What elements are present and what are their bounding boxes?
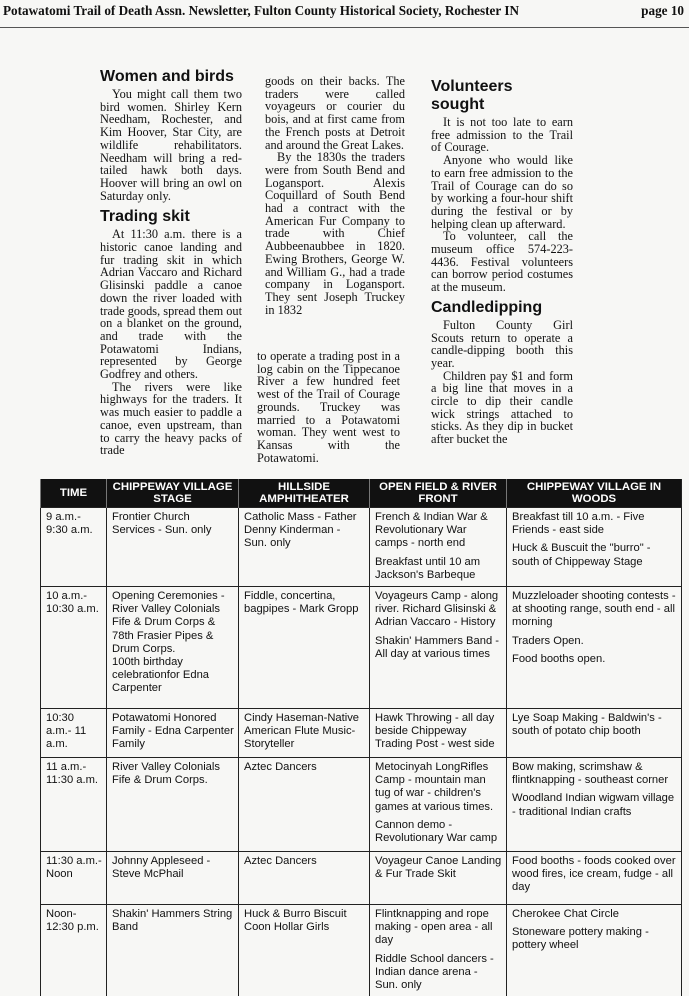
event-entry: Bow making, scrimshaw & flintknapping - southeast corner xyxy=(512,761,669,787)
paragraph: At 11:30 a.m. there is a historic canoe landing and fur trading skit in which Adrian Vaccaro and Richard Glisinski paddle a canoe down the river loaded with trade goods, spread them out on a blanket on the ground, and trade with the Potawatomi Indians, represented by George Godfrey and others. xyxy=(100,227,242,382)
paragraph: Fulton County Girl Scouts return to operate a candle-dipping booth this year. xyxy=(431,317,573,370)
event-entry: Cherokee Chat Circle xyxy=(512,908,619,921)
event-entry: Aztec Dancers xyxy=(244,855,317,868)
event-entry: 100th birthday celebrationfor Edna Carpenter xyxy=(112,656,210,695)
header-chippeway-village-in-woods: CHIPPEWAY VILLAGE IN WOODS xyxy=(507,479,682,508)
event-entry: Breakfast until 10 am Jackson's Barbeque xyxy=(375,555,481,581)
woods-cell xyxy=(507,852,682,905)
event-entry: Voyageurs Camp - along river. Richard Glisinski & Adrian Vaccaro - History xyxy=(375,590,499,629)
table-row xyxy=(41,758,682,852)
stage-cell xyxy=(107,758,239,852)
field-cell xyxy=(370,508,507,587)
event-entry: Muzzleloader shooting contests - at shooting range, south end - all morning xyxy=(512,590,676,629)
event-entry: Huck & Burro Biscuit Coon Hollar Girls xyxy=(244,908,347,934)
event-entry: Hawk Throwing - all day beside Chippeway Trading Post - west side xyxy=(375,712,495,751)
schedule-header-row xyxy=(41,479,682,508)
stage-cell xyxy=(107,852,239,905)
table-row xyxy=(41,905,682,996)
table-row xyxy=(41,587,682,709)
newsletter-title: Potawatomi Trail of Death Assn. Newsletter, Fulton County Historical Society, Rochester IN xyxy=(3,3,519,18)
newsletter-header xyxy=(3,3,686,23)
event-entry: Flintknapping and rope making - open area - all day xyxy=(375,908,493,947)
field-cell xyxy=(370,758,507,852)
woods-cell xyxy=(507,709,682,758)
field-cell xyxy=(370,587,507,709)
paragraph: to operate a trading post in a log cabin on the Tippecanoe River a few hundred feet west of the Trail of Courage grounds. Truckey was married to a Potawatomi woman. They went west to Kansas with the Potawatomi. xyxy=(257,349,400,465)
field-cell xyxy=(370,852,507,905)
event-entry: Cindy Haseman-Native American Flute Music-Storyteller xyxy=(244,712,360,751)
woods-cell xyxy=(507,508,682,587)
woods-cell xyxy=(507,587,682,709)
event-entry: Breakfast till 10 a.m. - Five Friends - east side xyxy=(512,511,645,537)
header-time: TIME xyxy=(41,479,107,508)
paragraph: To volunteer, call the museum office 574-223-4436. Festival volunteers can borrow period costumes at the museum. xyxy=(431,229,573,295)
time-cell: 11:30 a.m.- Noon xyxy=(41,852,107,905)
woods-cell xyxy=(507,905,682,996)
event-entry: Traders Open. xyxy=(512,634,584,647)
heading-volunteers-sought: Volunteers sought xyxy=(431,78,513,113)
schedule-table xyxy=(40,479,682,996)
amphitheater-cell xyxy=(239,758,370,852)
event-entry: Huck & Buscuit the "burro" - south of Chippeway Stage xyxy=(512,542,651,568)
time-cell: 10:30 a.m.- 11 a.m. xyxy=(41,709,107,758)
amphitheater-cell xyxy=(239,905,370,996)
paragraph: goods on their backs. The traders were called voyageurs or courier du bois, and at first came from the French posts at Detroit and around the Great Lakes. xyxy=(265,74,405,152)
heading-women-and-birds: Women and birds xyxy=(100,68,234,85)
event-entry: Fiddle, concertina, bagpipes - Mark Gropp xyxy=(244,590,359,616)
event-entry: Cannon demo - Revolutionary War camp xyxy=(375,818,498,845)
stage-cell xyxy=(107,905,239,996)
header-hillside-amphitheater: HILLSIDE AMPHITHEATER xyxy=(239,479,370,508)
table-row xyxy=(41,709,682,758)
time-cell: 9 a.m.- 9:30 a.m. xyxy=(41,508,107,587)
heading-candledipping: Candledipping xyxy=(431,298,543,316)
stage-cell xyxy=(107,587,239,709)
amphitheater-cell xyxy=(239,508,370,587)
article-column-2-bottom xyxy=(257,350,400,464)
event-entry: Food booths open. xyxy=(512,652,606,665)
stage-cell xyxy=(107,508,239,587)
header-rule xyxy=(0,27,689,28)
amphitheater-cell xyxy=(239,852,370,905)
event-entry: Shakin' Hammers String Band xyxy=(112,908,233,934)
event-entry: Stoneware pottery making - pottery wheel xyxy=(512,926,649,952)
heading-trading-skit: Trading skit xyxy=(100,208,190,226)
paragraph: The rivers were like highways for the traders. It was much easier to paddle a canoe, even upstream, than to carry the heavy packs of trade xyxy=(100,379,242,458)
field-cell xyxy=(370,709,507,758)
event-entry: French & Indian War & Revolutionary War camps - north end xyxy=(375,511,488,550)
header-chippeway-village-stage: CHIPPEWAY VILLAGE STAGE xyxy=(107,479,239,508)
event-entry: Food booths - foods cooked over wood fires, ice cream, fudge - all day xyxy=(512,855,676,894)
paragraph: It is not too late to earn free admission to the Trail of Courage. xyxy=(431,115,573,155)
event-entry: Shakin' Hammers Band - All day at various times xyxy=(375,634,500,660)
event-entry: Lye Soap Making - Baldwin's - south of potato chip booth xyxy=(512,712,662,738)
event-entry: Aztec Dancers xyxy=(244,761,317,774)
paragraph: Anyone who would like to earn free admission to the Trail of Courage can do so by working a four-hour shift during the festival or by helping clean up afterward. xyxy=(431,153,573,231)
event-entry: Catholic Mass - Father Denny Kinderman - Sun. only xyxy=(244,511,357,550)
table-row xyxy=(41,852,682,905)
field-cell xyxy=(370,905,507,996)
time-cell: Noon- 12:30 p.m. xyxy=(41,905,107,996)
time-cell: 11 a.m.- 11:30 a.m. xyxy=(41,758,107,852)
article-column-1 xyxy=(100,68,242,457)
woods-cell xyxy=(507,758,682,852)
paragraph: Children pay $1 and form a big line that moves in a circle to dip their candle wick strings attached to sticks. As they dip in bucket after bucket the xyxy=(431,368,573,447)
event-entry: Johnny Appleseed - Steve McPhail xyxy=(112,855,211,881)
event-entry: Potawatomi Honored Family - Edna Carpenter Family xyxy=(112,712,234,751)
amphitheater-cell xyxy=(239,709,370,758)
event-entry: Voyageur Canoe Landing & Fur Trade Skit xyxy=(375,855,502,881)
article-column-2-top xyxy=(265,75,405,316)
event-entry: River Valley Colonials Fife & Drum Corps. xyxy=(112,761,220,787)
stage-cell xyxy=(107,709,239,758)
event-entry: Frontier Church Services - Sun. only xyxy=(112,511,212,537)
event-entry: Opening Ceremonies -River Valley Colonials Fife & Drum Corps & 78th Frasier Pipes & Drum Corps. xyxy=(112,590,225,655)
amphitheater-cell xyxy=(239,587,370,709)
table-row xyxy=(41,508,682,587)
article-column-3 xyxy=(431,78,573,446)
event-entry: Metocinyah LongRifles Camp - mountain man tug of war - children's games at various times. xyxy=(375,761,494,813)
time-cell: 10 a.m.- 10:30 a.m. xyxy=(41,587,107,709)
paragraph: You might call them two bird women. Shirley Kern Needham, Rochester, and Kim Hoover, Star City, are wildlife rehabilitators. Needham will bring a red-tailed hawk both days. Hoover will bring an owl on Saturday only. xyxy=(100,87,242,203)
paragraph: By the 1830s the traders were from South Bend and Logansport. Alexis Coquillard of South Bend had a contract with the American Fur Company to trade with Chief Aubbeenaubbee in 1820. Ewing Brothers, George W. and William G., had a trade company in Logansport. They sent Joseph Truckey in 1832 xyxy=(265,150,405,317)
header-open-field-river-front: OPEN FIELD & RIVER FRONT xyxy=(370,479,507,508)
event-entry: Riddle School dancers - Indian dance arena - Sun. only xyxy=(375,952,494,992)
event-entry: Woodland Indian wigwam village - traditional Indian crafts xyxy=(512,792,675,818)
page-number: page 10 xyxy=(641,3,684,18)
